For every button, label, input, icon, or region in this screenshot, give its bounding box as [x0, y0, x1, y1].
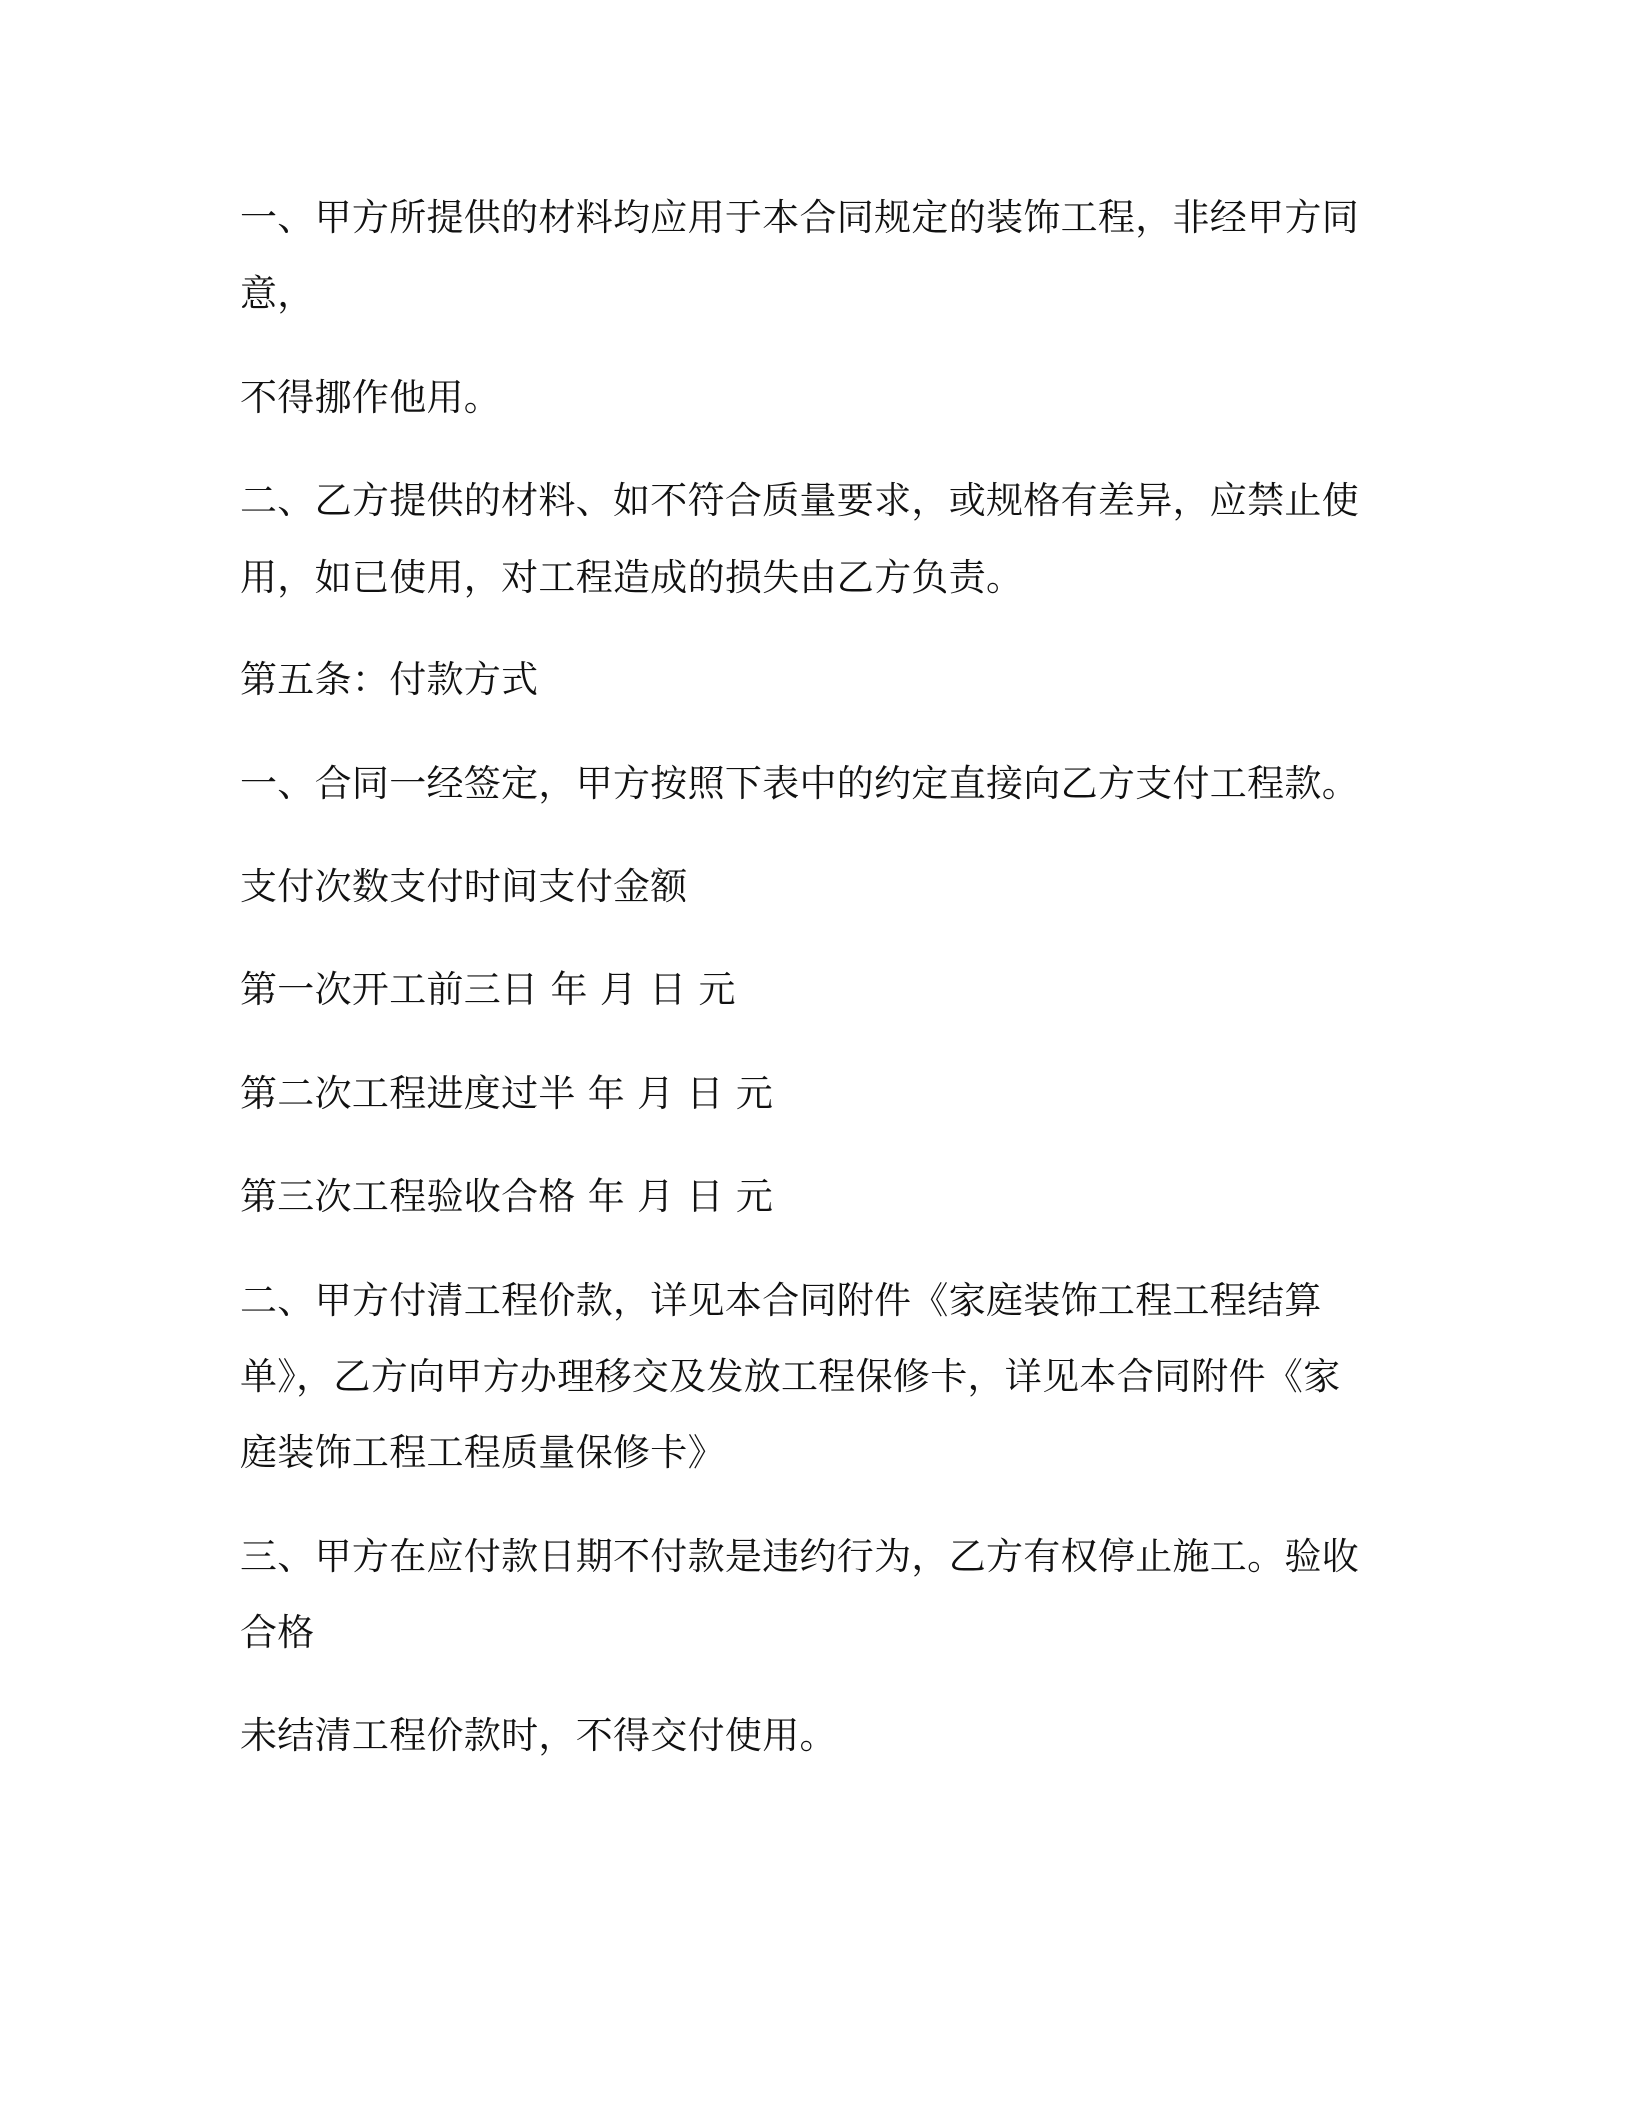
text-line: 未结清工程价款时，不得交付使用。: [240, 1714, 837, 1757]
table-header: 支付次数支付时间支付金额: [240, 865, 688, 908]
text-line: 二、甲方付清工程价款，详见本合同附件《家庭装饰工程工程结算: [240, 1279, 1322, 1322]
text-line: 意，: [240, 272, 315, 315]
text-line: 庭装饰工程工程质量保修卡》: [240, 1431, 725, 1474]
table-row: 第二次工程进度过半 年 月 日 元: [240, 1072, 774, 1115]
text-line: 不得挪作他用。: [240, 376, 502, 419]
text-line: 二、乙方提供的材料、如不符合质量要求，或规格有差异，应禁止使: [240, 479, 1359, 522]
text-line: 用，如已使用，对工程造成的损失由乙方负责。: [240, 556, 1024, 599]
text-line: 一、甲方所提供的材料均应用于本合同规定的装饰工程，非经甲方同: [240, 196, 1359, 239]
table-row: 第一次开工前三日 年 月 日 元: [240, 968, 736, 1011]
table-row: 第三次工程验收合格 年 月 日 元: [240, 1175, 774, 1218]
section-heading: 第五条：付款方式: [240, 658, 539, 701]
text-line: 单》，乙方向甲方办理移交及发放工程保修卡，详见本合同附件《家: [240, 1355, 1341, 1398]
text-line: 合格: [240, 1611, 315, 1654]
text-line: 一、合同一经签定，甲方按照下表中的约定直接向乙方支付工程款。: [240, 762, 1359, 805]
text-line: 三、甲方在应付款日期不付款是违约行为，乙方有权停止施工。验收: [240, 1535, 1359, 1578]
